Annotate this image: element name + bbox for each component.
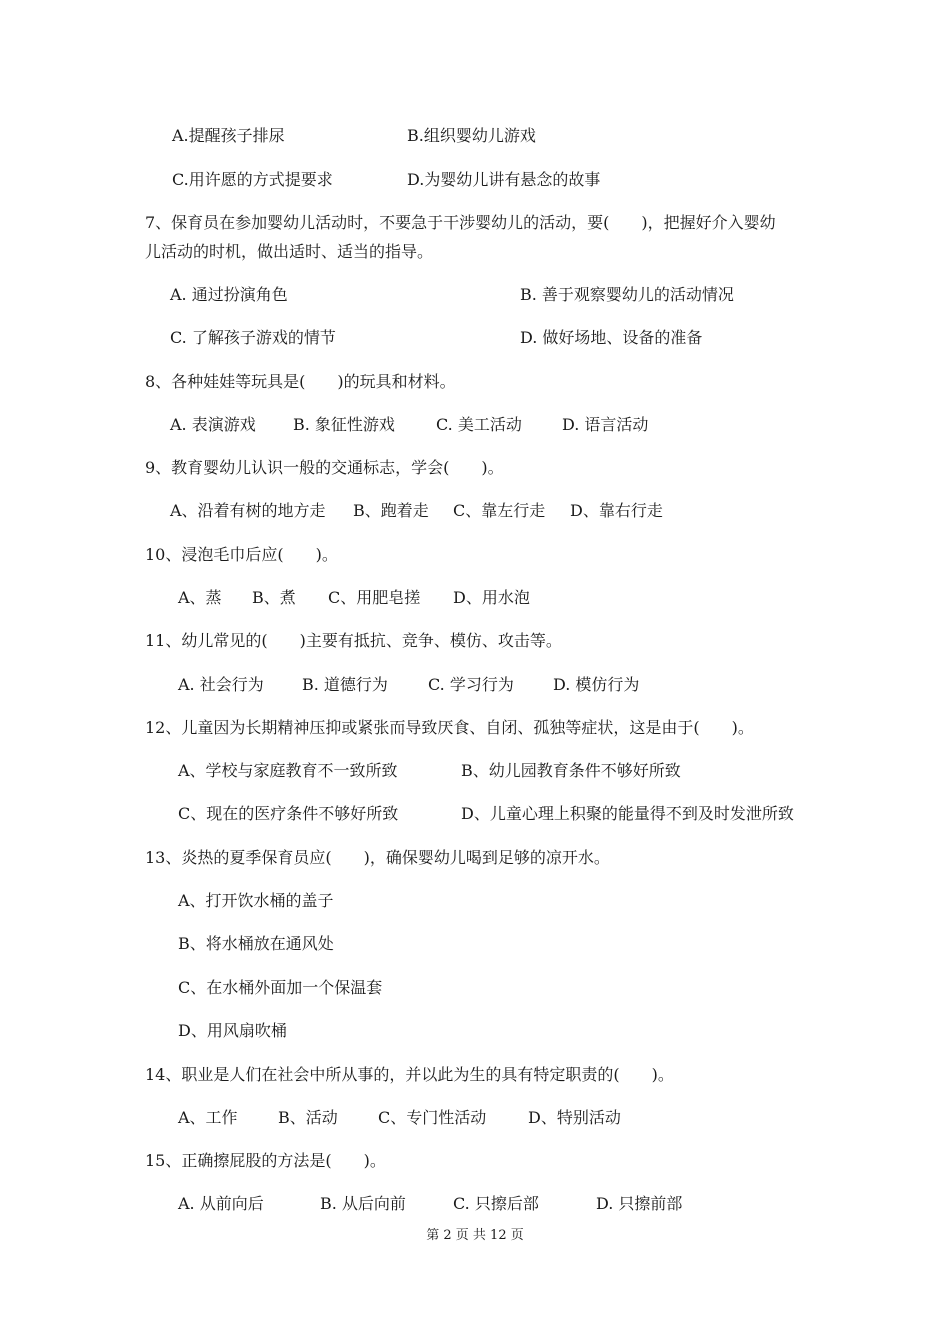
- q10-option-c: C、用肥皂搓: [328, 588, 421, 607]
- q9-option-c: C、靠左行走: [453, 501, 546, 520]
- q6-option-a: A.提醒孩子排尿: [172, 126, 285, 145]
- q10-option-d: D、用水泡: [453, 588, 530, 607]
- q13-option-b: B、将水桶放在通风处: [178, 934, 334, 953]
- q14-option-c: C、专门性活动: [378, 1108, 487, 1127]
- q9-stem: 9、教育婴幼儿认识一般的交通标志，学会( )。: [145, 458, 504, 477]
- q9-option-d: D、靠右行走: [570, 501, 663, 520]
- q8-option-d: D. 语言活动: [562, 415, 649, 434]
- page-footer: 第 2 页 共 12 页: [426, 1228, 524, 1243]
- q12-option-c: C、现在的医疗条件不够好所致: [178, 804, 399, 823]
- q12-option-a: A、学校与家庭教育不一致所致: [178, 761, 398, 780]
- q11-option-b: B. 道德行为: [302, 675, 388, 694]
- q7-option-c: C. 了解孩子游戏的情节: [170, 328, 336, 347]
- q15-option-d: D. 只擦前部: [596, 1194, 683, 1213]
- q13-option-a: A、打开饮水桶的盖子: [178, 891, 334, 910]
- q8-option-b: B. 象征性游戏: [293, 415, 395, 434]
- q11-stem: 11、幼儿常见的( )主要有抵抗、竞争、模仿、攻击等。: [145, 631, 562, 650]
- q14-stem: 14、职业是人们在社会中所从事的，并以此为生的具有特定职责的( )。: [145, 1065, 674, 1084]
- q10-option-a: A、蒸: [178, 588, 222, 607]
- q12-options-row-2: [0, 803, 794, 825]
- q9-option-b: B、跑着走: [353, 501, 429, 520]
- q13-stem: 13、炎热的夏季保育员应( )，确保婴幼儿喝到足够的凉开水。: [145, 848, 610, 867]
- q7-option-a: A. 通过扮演角色: [170, 285, 288, 304]
- q8-option-a: A. 表演游戏: [170, 415, 256, 434]
- q9-options: [0, 500, 663, 522]
- q12-option-b: B、幼儿园教育条件不够好所致: [461, 761, 681, 780]
- q11-option-c: C. 学习行为: [428, 675, 514, 694]
- q14-options: [0, 1107, 621, 1129]
- q10-stem: 10、浸泡毛巾后应( )。: [145, 545, 338, 564]
- q15-option-a: A. 从前向后: [178, 1194, 264, 1213]
- q11-option-d: D. 模仿行为: [553, 675, 640, 694]
- q14-option-b: B、活动: [278, 1108, 338, 1127]
- q11-option-a: A. 社会行为: [178, 675, 264, 694]
- q8-options: [0, 414, 649, 436]
- q12-options-row-1: [0, 760, 681, 782]
- q15-stem: 15、正确擦屁股的方法是( )。: [145, 1151, 386, 1170]
- q10-options: [0, 587, 530, 609]
- q10-option-b: B、煮: [252, 588, 296, 607]
- q8-option-c: C. 美工活动: [436, 415, 522, 434]
- q14-option-a: A、工作: [178, 1108, 238, 1127]
- q12-stem: 12、儿童因为长期精神压抑或紧张而导致厌食、自闭、孤独等症状，这是由于( )。: [145, 718, 754, 737]
- q7-options-row-1: [0, 284, 734, 306]
- q7-option-d: D. 做好场地、设备的准备: [520, 328, 703, 347]
- q7-stem-line-1: 7、保育员在参加婴幼儿活动时，不要急于干涉婴幼儿的活动，要( )，把握好介入婴幼: [145, 213, 776, 232]
- q7-options-row-2: [0, 327, 703, 349]
- q15-option-b: B. 从后向前: [320, 1194, 406, 1213]
- q15-options: [0, 1193, 683, 1215]
- q15-option-c: C. 只擦后部: [453, 1194, 539, 1213]
- q12-option-d: D、儿童心理上积聚的能量得不到及时发泄所致: [461, 804, 794, 823]
- q7-option-b: B. 善于观察婴幼儿的活动情况: [520, 285, 734, 304]
- q13-option-d: D、用风扇吹桶: [178, 1021, 287, 1040]
- q6-option-c: C.用许愿的方式提要求: [172, 170, 333, 189]
- q7-stem-line-2: 儿活动的时机，做出适时、适当的指导。: [145, 242, 434, 261]
- q6-option-d: D.为婴幼儿讲有悬念的故事: [407, 170, 601, 189]
- q6-option-b: B.组织婴幼儿游戏: [407, 126, 536, 145]
- q8-stem: 8、各种娃娃等玩具是( )的玩具和材料。: [145, 372, 456, 391]
- q14-option-d: D、特别活动: [528, 1108, 621, 1127]
- q6-options-row-1: [0, 125, 536, 147]
- q6-options-row-2: [0, 169, 601, 191]
- q11-options: [0, 674, 640, 696]
- q9-option-a: A、沿着有树的地方走: [170, 501, 326, 520]
- q13-option-c: C、在水桶外面加一个保温套: [178, 978, 383, 997]
